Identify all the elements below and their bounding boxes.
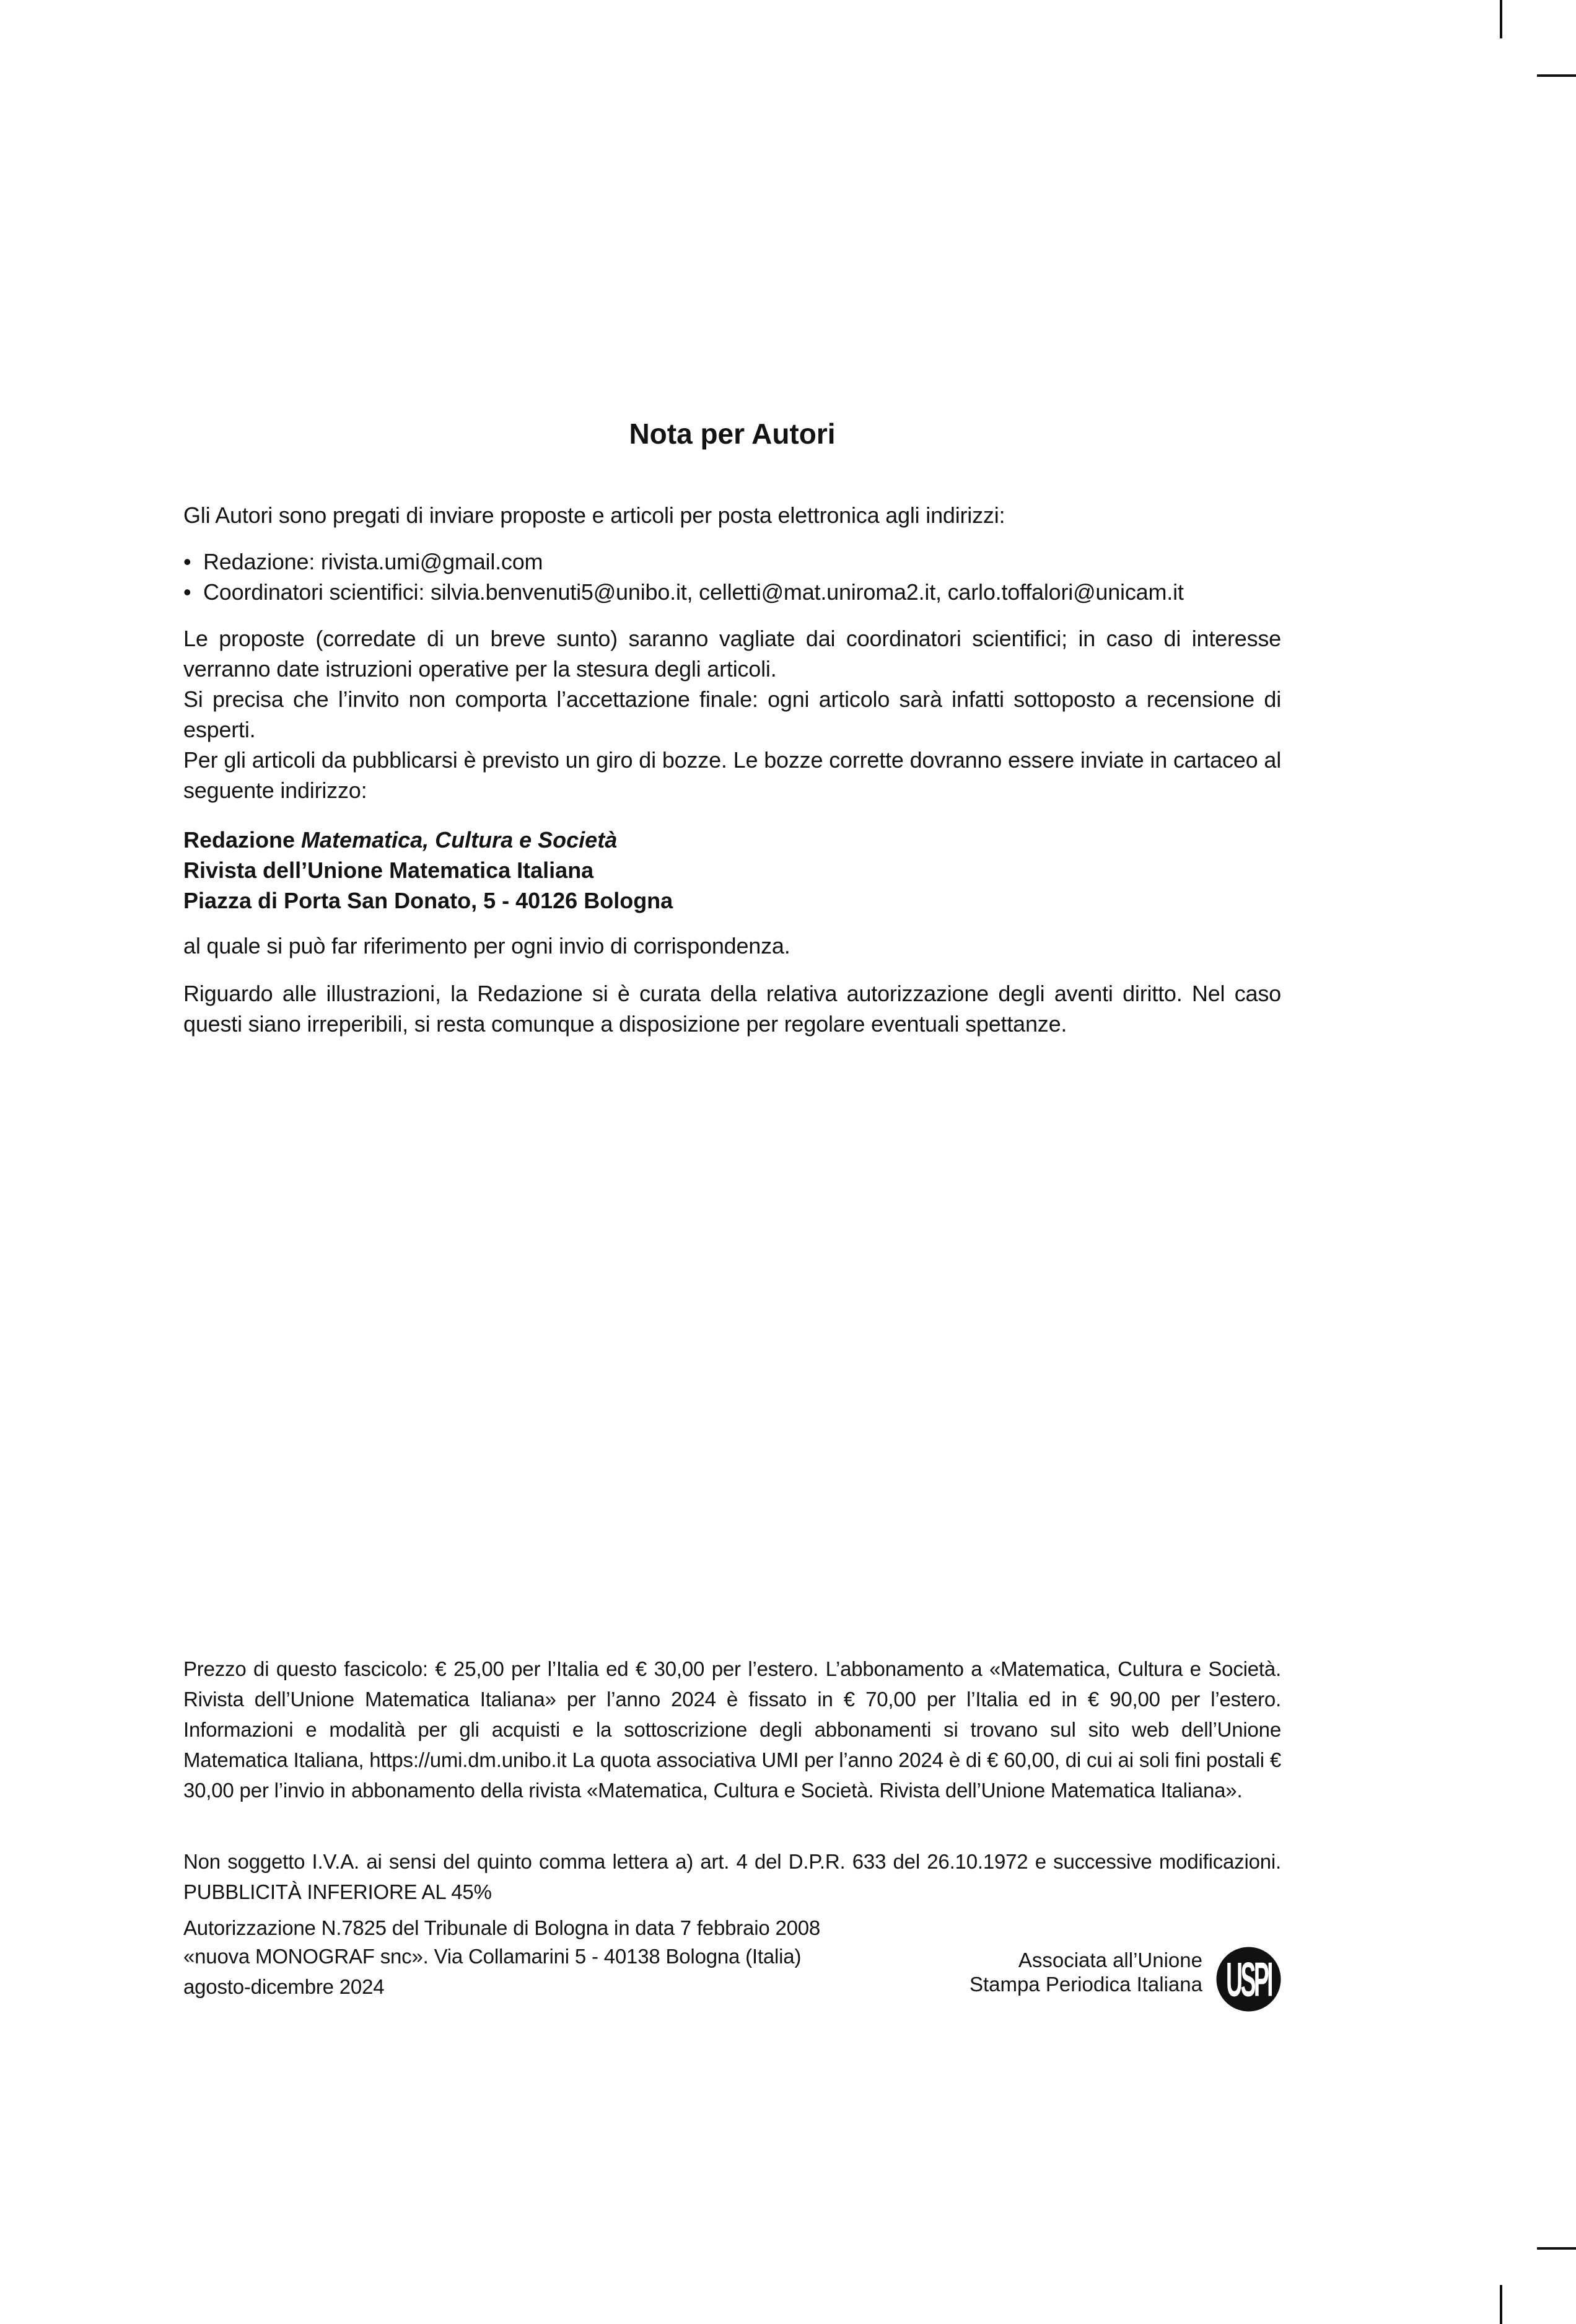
address-line-3: Piazza di Porta San Donato, 5 - 40126 Bologna xyxy=(183,888,673,913)
contact-email-list xyxy=(183,546,1281,607)
address-redazione-label: Redazione xyxy=(183,827,302,853)
correspondence-note: al quale si può far riferimento per ogni invio di corrispondenza. xyxy=(183,933,790,958)
list-item-redazione-email: • Redazione: rivista.umi@gmail.com xyxy=(183,546,1281,577)
crop-mark-top-vertical xyxy=(1500,0,1502,38)
crop-mark-bottom-vertical xyxy=(1500,2285,1502,2324)
uspi-association-line-2: Stampa Periodica Italiana xyxy=(969,1973,1202,1996)
proofs-paragraph: Per gli articoli da pubblicarsi è previsto un giro di bozze. Le bozze corrette dovranno essere inviate in cartaceo al seguente indirizzo: xyxy=(183,747,1281,803)
uspi-logo-text: USPI xyxy=(1226,1952,1271,2006)
authorization-line: Autorizzazione N.7825 del Tribunale di Bologna in data 7 febbraio 2008 xyxy=(183,1916,821,1939)
uspi-association-line-1: Associata all’Unione xyxy=(1018,1949,1202,1971)
editorial-address xyxy=(183,825,1281,916)
crop-mark-top-horizontal xyxy=(1537,74,1576,77)
proposals-paragraph: Le proposte (corredate di un breve sunto) saranno vagliate dai coordinatori scientifici; in caso di interesse verranno date istruzioni operative per la stesura degli articoli. xyxy=(183,626,1281,682)
crop-mark-bottom-horizontal xyxy=(1537,2247,1576,2250)
pricing-paragraph: Prezzo di questo fascicolo: € 25,00 per l’Italia ed € 30,00 per l’estero. L’abbonamento a «Matematica, Cultura e Società. Rivista dell’Unione Matematica Italiana» per l’anno 2024 è fissato in € 70,00 per l’Italia ed in € 90,00 per l’estero. Informazioni e modalità per gli acquisti e la sottoscrizione degli abbonamenti si trovano sul sito web dell’Unione Matematica Italiana, https://umi.dm.unibo.it La quota associativa UMI per l’anno 2024 è di € 60,00, di cui ai soli fini postali € 30,00 per l’invio in abbonamento della rivista «Matematica, Cultura e Società. Rivista dell’Unione Matematica Italiana». xyxy=(183,1657,1281,1802)
journal-name-italic: Matematica, Cultura e Società xyxy=(301,827,618,853)
intro-paragraph: Gli Autori sono pregati di inviare proposte e articoli per posta elettronica agli indirizzi: xyxy=(183,502,1005,528)
list-item-coordinatori-email: • Coordinatori scientifici: silvia.benvenuti5@unibo.it, celletti@mat.uniroma2.it, carlo.toffalori@unicam.it xyxy=(183,577,1281,607)
vat-notice: Non soggetto I.V.A. ai sensi del quinto comma lettera a) art. 4 del D.P.R. 633 del 26.10.1972 e successive modificazioni. PUBBLICITÀ INFERIORE AL 45% xyxy=(183,1850,1281,1903)
uspi-logo-graphic xyxy=(1216,1947,1281,2012)
illustrations-paragraph: Riguardo alle illustrazioni, la Redazione si è curata della relativa autorizzazione degli aventi diritto. Nel caso questi siano irreperibili, si resta comunque a disposizione per regolare eventuali spettanze. xyxy=(183,981,1281,1037)
address-line-2: Rivista dell’Unione Matematica Italiana xyxy=(183,857,594,883)
uspi-logo xyxy=(1216,1947,1281,2012)
submission-instructions-block xyxy=(183,623,1281,805)
review-paragraph: Si precisa che l’invito non comporta l’accettazione finale: ogni articolo sarà infatti sottoposto a recensione di esperti. xyxy=(183,686,1281,742)
address-line-1 xyxy=(183,825,1281,855)
uspi-association-label xyxy=(831,1948,1202,1996)
printer-line: «nuova MONOGRAF snc». Via Collamarini 5 - 40138 Bologna (Italia) xyxy=(183,1945,802,1968)
issue-period: agosto-dicembre 2024 xyxy=(183,1975,385,1998)
page-title: Nota per Autori xyxy=(629,418,836,450)
